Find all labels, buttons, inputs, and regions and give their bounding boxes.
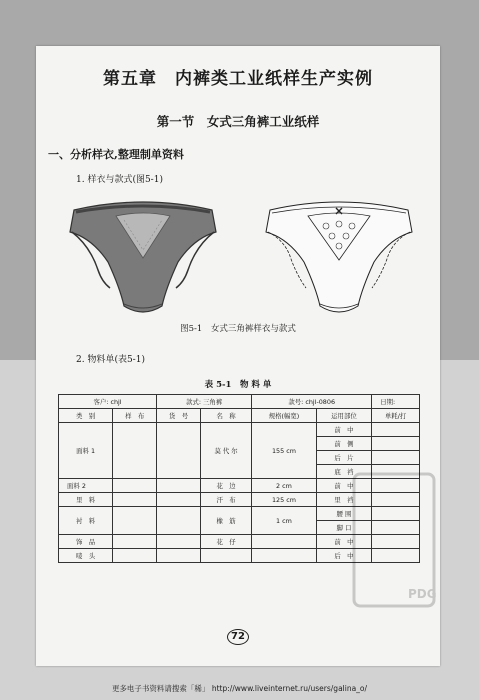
table-header: 货 号: [157, 409, 201, 423]
table-cell: 汗 布: [200, 493, 251, 507]
table-cell: [372, 437, 420, 451]
table-cell: [157, 549, 201, 563]
table-cell: 花 边: [200, 479, 251, 493]
table-header-row: [59, 409, 420, 423]
table-cell: 2 cm: [252, 479, 317, 493]
table-cell: [157, 423, 201, 479]
table-cell: 前 中: [316, 535, 371, 549]
table-cell: 125 cm: [252, 493, 317, 507]
table-cell: 155 cm: [252, 423, 317, 479]
table-cell: 腰 围: [316, 507, 371, 521]
table-cell: 橡 筋: [200, 507, 251, 535]
table-header: 规格(幅宽): [252, 409, 317, 423]
table-header: 样 布: [113, 409, 157, 423]
figure-caption: 图5-1 女式三角裤样衣与款式: [180, 324, 296, 334]
table-cell: [113, 423, 157, 479]
table-row: [59, 395, 420, 409]
subheading-sample: 1. 样衣与款式(图5-1): [76, 175, 163, 185]
table-cell: [252, 535, 317, 549]
table-cell: 1 cm: [252, 507, 317, 535]
page-number-value: 72: [227, 629, 249, 645]
chapter-title: 第五章 内裤类工业纸样生产实例: [103, 69, 373, 89]
sample-photo-illustration: [66, 196, 220, 318]
table-cell: 衬 料: [59, 507, 113, 535]
table-cell: [113, 549, 157, 563]
table-cell: [372, 423, 420, 437]
table-cell: 里 料: [59, 493, 113, 507]
table-cell: 面料 2: [59, 479, 113, 493]
table-cell: 饰 品: [59, 535, 113, 549]
table-cell: 前 中: [316, 479, 371, 493]
table-cell: [113, 535, 157, 549]
table-cell: [113, 507, 157, 535]
subheading-materials: 2. 物料单(表5-1): [76, 355, 145, 365]
table-caption: 表 5-1 物 料 单: [204, 380, 272, 390]
table-cell-date: 日期:: [372, 395, 420, 409]
table-cell: 底 裆: [316, 465, 371, 479]
table-cell: 里 裆: [316, 493, 371, 507]
table-header: 运用部位: [316, 409, 371, 423]
page-number: [36, 624, 440, 645]
table-header: 单耗/打: [372, 409, 420, 423]
table-cell: 唛 头: [59, 549, 113, 563]
table-cell: [113, 479, 157, 493]
table-cell: 脚 口: [316, 521, 371, 535]
heading-analysis: 一、分析样衣,整理制单资料: [48, 148, 184, 161]
table-cell: [200, 549, 251, 563]
table-cell: [372, 451, 420, 465]
table-cell: [157, 535, 201, 549]
table-cell: [252, 549, 317, 563]
footer-text: 更多电子书资料请搜索「稀」 http://www.liveinternet.ru/users/galina_o/: [111, 684, 368, 693]
style-line-drawing: [262, 196, 416, 318]
table-cell-style-no: 款号: chjl-0806: [252, 395, 372, 409]
table-cell: [157, 507, 201, 535]
table-header: 类 别: [59, 409, 113, 423]
table-cell: 前 中: [316, 423, 371, 437]
table-cell-customer: 客户: chjl: [59, 395, 157, 409]
table-cell-style: 款式: 三角裤: [157, 395, 252, 409]
section-title: 第一节 女式三角裤工业纸样: [156, 114, 320, 129]
table-cell: 后 片: [316, 451, 371, 465]
watermark-seal: [350, 470, 438, 610]
table-cell: [113, 493, 157, 507]
table-cell: 前 侧: [316, 437, 371, 451]
watermark-text: PDG: [408, 587, 437, 601]
table-cell: [157, 479, 201, 493]
table-cell: 莫 代 尔: [200, 423, 251, 479]
table-cell: 面料 1: [59, 423, 113, 479]
table-header: 名 称: [200, 409, 251, 423]
table-cell: 花 仔: [200, 535, 251, 549]
table-cell: 后 中: [316, 549, 371, 563]
table-row: [59, 423, 420, 437]
table-cell: [157, 493, 201, 507]
